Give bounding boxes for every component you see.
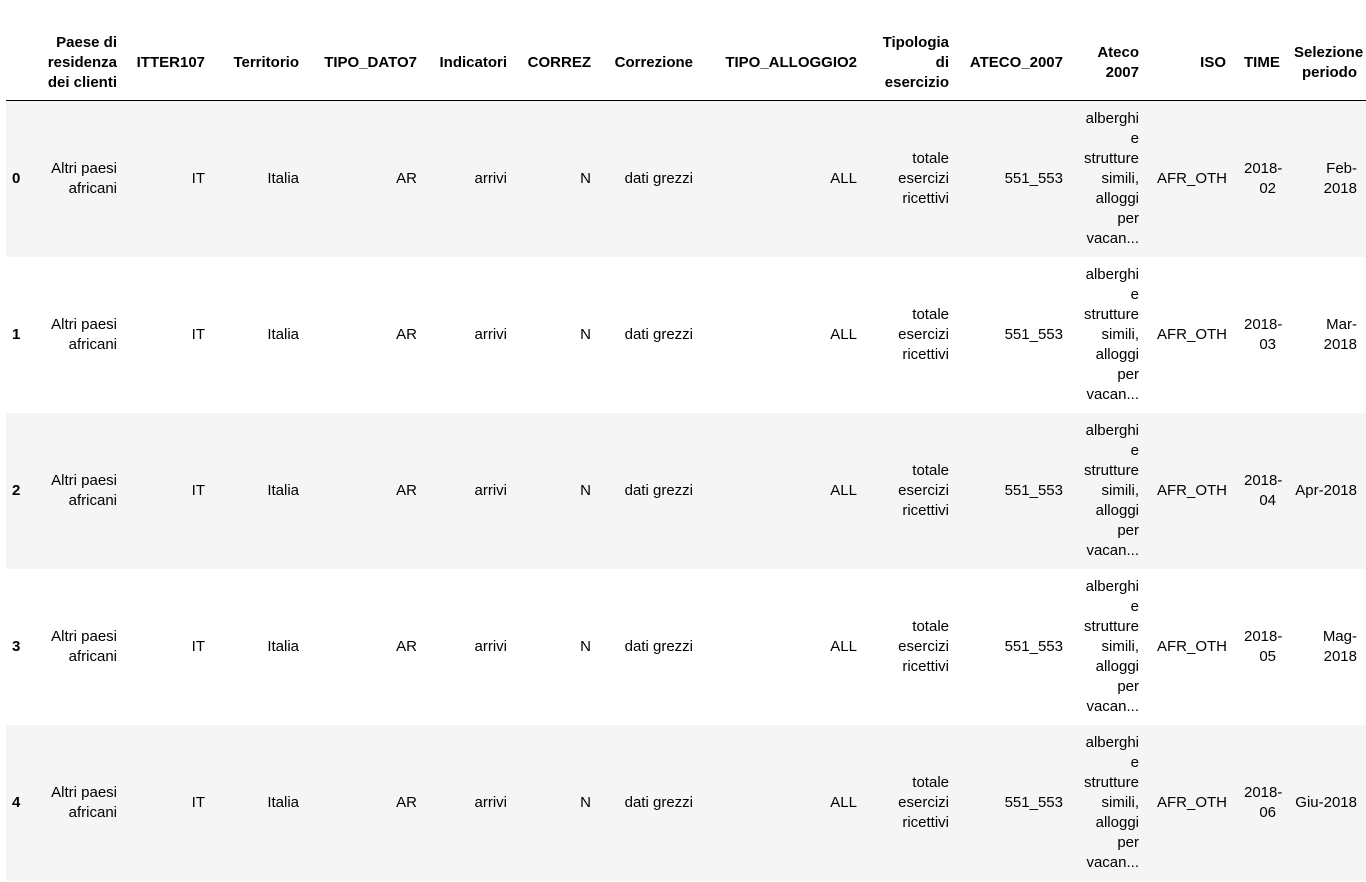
table-cell: Feb-2018 xyxy=(1323,159,1357,197)
table-cell: Altri paesi africani xyxy=(51,627,117,665)
table-cell: dati grezzi xyxy=(624,325,693,343)
table-cell: Mag-2018 xyxy=(1322,627,1357,665)
table-cell: Altri paesi africani xyxy=(51,783,117,821)
column-header: ISO xyxy=(1148,26,1235,101)
column-header: Indicatori xyxy=(426,26,516,101)
table-cell: totale esercizi ricettivi xyxy=(898,461,949,519)
table-cell: N xyxy=(580,793,591,811)
table-cell: arrivi xyxy=(474,793,507,811)
table-cell: ALL xyxy=(830,793,857,811)
table-cell: IT xyxy=(191,481,205,499)
table-cell: dati grezzi xyxy=(624,169,693,187)
table-cell: 551_553 xyxy=(1004,793,1063,811)
table-cell: IT xyxy=(191,169,205,187)
table-cell: AR xyxy=(396,793,417,811)
table-cell: totale esercizi ricettivi xyxy=(898,773,949,831)
dataframe-table xyxy=(6,26,1366,881)
table-cell: Italia xyxy=(267,169,299,187)
table-cell: Italia xyxy=(267,637,299,655)
table-row xyxy=(6,257,1366,413)
table-cell: Altri paesi africani xyxy=(51,159,117,197)
column-header: TIME xyxy=(1235,26,1285,101)
table-cell: N xyxy=(580,637,591,655)
column-header: Selezione periodo xyxy=(1285,26,1366,101)
table-cell: alberghi e strutture simili, alloggi per vacan... xyxy=(1083,421,1139,559)
table-cell: IT xyxy=(191,325,205,343)
table-cell: N xyxy=(580,481,591,499)
table-cell: arrivi xyxy=(474,325,507,343)
row-index: 0 xyxy=(12,169,21,187)
column-header: Correzione xyxy=(600,26,702,101)
table-cell: 2018-04 xyxy=(1244,471,1283,509)
table-cell: dati grezzi xyxy=(624,481,693,499)
column-header: Territorio xyxy=(214,26,308,101)
table-cell: Italia xyxy=(267,481,299,499)
table-cell: Mar-2018 xyxy=(1323,315,1357,353)
table-cell: Italia xyxy=(267,325,299,343)
table-cell: 551_553 xyxy=(1004,325,1063,343)
table-row xyxy=(6,569,1366,725)
table-cell: Apr-2018 xyxy=(1295,481,1357,499)
table-cell: Giu-2018 xyxy=(1295,793,1357,811)
index-header xyxy=(6,26,30,101)
table-cell: N xyxy=(580,325,591,343)
header-row xyxy=(6,26,1366,101)
table-cell: arrivi xyxy=(474,637,507,655)
table-cell: N xyxy=(580,169,591,187)
row-index: 3 xyxy=(12,637,21,655)
table-row xyxy=(6,725,1366,881)
row-index: 2 xyxy=(12,481,21,499)
table-cell: Italia xyxy=(267,793,299,811)
table-cell: AFR_OTH xyxy=(1157,481,1228,499)
table-cell: 2018-02 xyxy=(1244,159,1283,197)
table-cell: AFR_OTH xyxy=(1157,793,1228,811)
table-cell: 2018-03 xyxy=(1244,315,1283,353)
table-cell: IT xyxy=(191,793,205,811)
table-cell: totale esercizi ricettivi xyxy=(898,149,949,207)
table-cell: 551_553 xyxy=(1004,169,1063,187)
column-header: Tipologia di esercizio xyxy=(866,26,958,101)
table-cell: IT xyxy=(191,637,205,655)
table-cell: alberghi e strutture simili, alloggi per vacan... xyxy=(1083,109,1139,247)
table-cell: 551_553 xyxy=(1004,481,1063,499)
column-header: TIPO_ALLOGGIO2 xyxy=(702,26,866,101)
table-cell: AFR_OTH xyxy=(1157,637,1228,655)
table-cell: 2018-06 xyxy=(1244,783,1283,821)
column-header: ITTER107 xyxy=(126,26,214,101)
table-cell: AR xyxy=(396,325,417,343)
table-cell: AR xyxy=(396,637,417,655)
table-cell: AFR_OTH xyxy=(1157,325,1228,343)
table-cell: alberghi e strutture simili, alloggi per vacan... xyxy=(1083,577,1139,715)
column-header: Paese di residenza dei clienti xyxy=(30,26,126,101)
table-cell: ALL xyxy=(830,637,857,655)
column-header: CORREZ xyxy=(516,26,600,101)
table-cell: ALL xyxy=(830,325,857,343)
table-cell: arrivi xyxy=(474,481,507,499)
table-cell: AFR_OTH xyxy=(1157,169,1228,187)
table-cell: ALL xyxy=(830,481,857,499)
table-row xyxy=(6,101,1366,257)
table-cell: dati grezzi xyxy=(624,637,693,655)
table-cell: AR xyxy=(396,169,417,187)
table-cell: dati grezzi xyxy=(624,793,693,811)
table-cell: AR xyxy=(396,481,417,499)
table-cell: 551_553 xyxy=(1004,637,1063,655)
table-cell: alberghi e strutture simili, alloggi per vacan... xyxy=(1083,733,1139,871)
table-cell: Altri paesi africani xyxy=(51,315,117,353)
row-index: 1 xyxy=(12,325,21,343)
table-cell: arrivi xyxy=(474,169,507,187)
table-cell: 2018-05 xyxy=(1244,627,1283,665)
table-cell: Altri paesi africani xyxy=(51,471,117,509)
column-header: Ateco 2007 xyxy=(1072,26,1148,101)
table-row xyxy=(6,413,1366,569)
column-header: TIPO_DATO7 xyxy=(308,26,426,101)
table-cell: ALL xyxy=(830,169,857,187)
table-body xyxy=(6,101,1366,881)
table-cell: alberghi e strutture simili, alloggi per vacan... xyxy=(1083,265,1139,403)
row-index: 4 xyxy=(12,793,21,811)
column-header: ATECO_2007 xyxy=(958,26,1072,101)
table-cell: totale esercizi ricettivi xyxy=(898,617,949,675)
table-cell: totale esercizi ricettivi xyxy=(898,305,949,363)
